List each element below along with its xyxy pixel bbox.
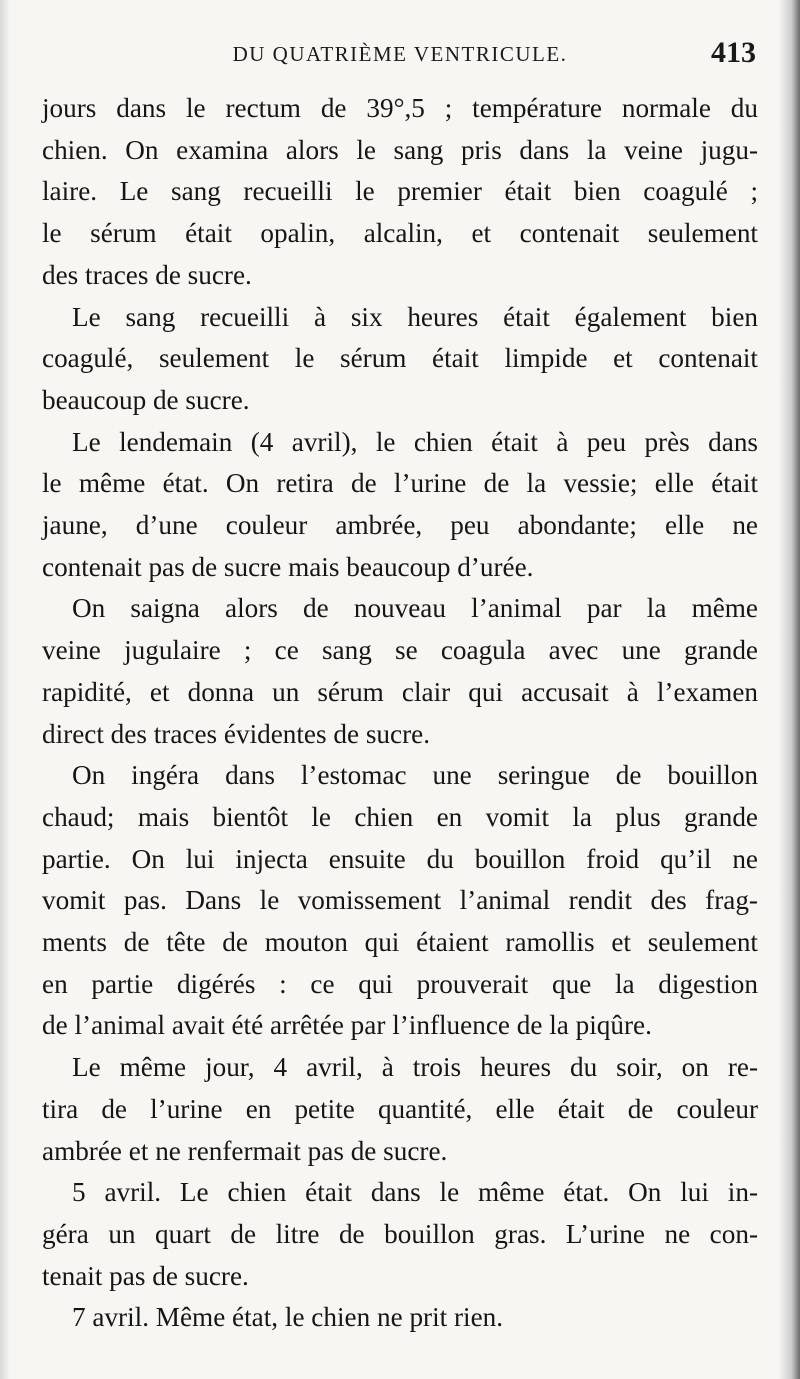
paragraph xyxy=(42,588,758,755)
paragraph xyxy=(42,1172,758,1297)
text-line: tira de l’urine en petite quantité, elle était de couleur xyxy=(42,1093,758,1124)
text-line: veine jugulaire ; ce sang se coagula avec une grande xyxy=(42,635,758,666)
paragraph xyxy=(42,755,758,1047)
text-line: jours dans le rectum de 39°,5 ; température normale du xyxy=(42,93,758,123)
page-gutter-shadow xyxy=(778,0,800,1379)
running-head: DU QUATRIÈME VENTRICULE. xyxy=(232,42,568,66)
text-line: direct des traces évidentes de sucre. xyxy=(42,718,430,749)
text-line: ambrée et ne renfermait pas de sucre. xyxy=(42,1135,448,1166)
text-line: contenait pas de sucre mais beaucoup d’urée. xyxy=(42,551,534,582)
text-line: le sérum était opalin, alcalin, et contenait seulement xyxy=(42,218,758,249)
page-edge-left xyxy=(0,0,10,1379)
text-line: partie. On lui injecta ensuite du bouillon froid qu’il ne xyxy=(42,843,758,874)
paragraph xyxy=(42,88,758,297)
text-line: de l’animal avait été arrêtée par l’influence de la piqûre. xyxy=(42,1010,652,1041)
text-line: chien. On examina alors le sang pris dans la veine jugu- xyxy=(42,134,758,165)
text-line: 5 avril. Le chien était dans le même état. On lui in- xyxy=(72,1177,758,1208)
text-line: beaucoup de sucre. xyxy=(42,384,250,415)
text-line: laire. Le sang recueilli le premier était bien coagulé ; xyxy=(42,176,758,207)
text-line: des traces de sucre. xyxy=(42,259,252,290)
page-header xyxy=(42,36,758,72)
text-line: Le sang recueilli à six heures était également bien xyxy=(72,301,758,332)
text-line: Le même jour, 4 avril, à trois heures du soir, on re- xyxy=(72,1052,758,1083)
text-line: en partie digérés : ce qui prouverait que la digestion xyxy=(42,968,758,999)
text-line: vomit pas. Dans le vomissement l’animal rendit des frag- xyxy=(42,885,758,916)
text-line: coagulé, seulement le sérum était limpide et contenait xyxy=(42,343,758,374)
text-line: jaune, d’une couleur ambrée, peu abondante; elle ne xyxy=(42,510,758,541)
text-line: 7 avril. Même état, le chien ne prit rien. xyxy=(72,1302,504,1333)
text-line: Le lendemain (4 avril), le chien était à peu près dans xyxy=(72,426,758,457)
text-line: chaud; mais bientôt le chien en vomit la plus grande xyxy=(42,801,758,832)
paragraph xyxy=(42,297,758,422)
text-line: le même état. On retira de l’urine de la vessie; elle était xyxy=(42,468,758,499)
text-line: géra un quart de litre de bouillon gras. L’urine ne con- xyxy=(42,1218,758,1249)
paragraph xyxy=(42,1047,758,1172)
text-line: rapidité, et donna un sérum clair qui accusait à l’examen xyxy=(42,676,758,707)
text-line: tenait pas de sucre. xyxy=(42,1260,249,1291)
page-body xyxy=(42,88,758,1339)
text-line: ments de tête de mouton qui étaient ramollis et seulement xyxy=(42,927,758,958)
paragraph xyxy=(42,1297,758,1339)
text-line: On saigna alors de nouveau l’animal par la même xyxy=(72,593,758,624)
paragraph xyxy=(42,422,758,589)
page-number: 413 xyxy=(711,36,756,69)
text-line: On ingéra dans l’estomac une seringue de bouillon xyxy=(72,760,758,791)
